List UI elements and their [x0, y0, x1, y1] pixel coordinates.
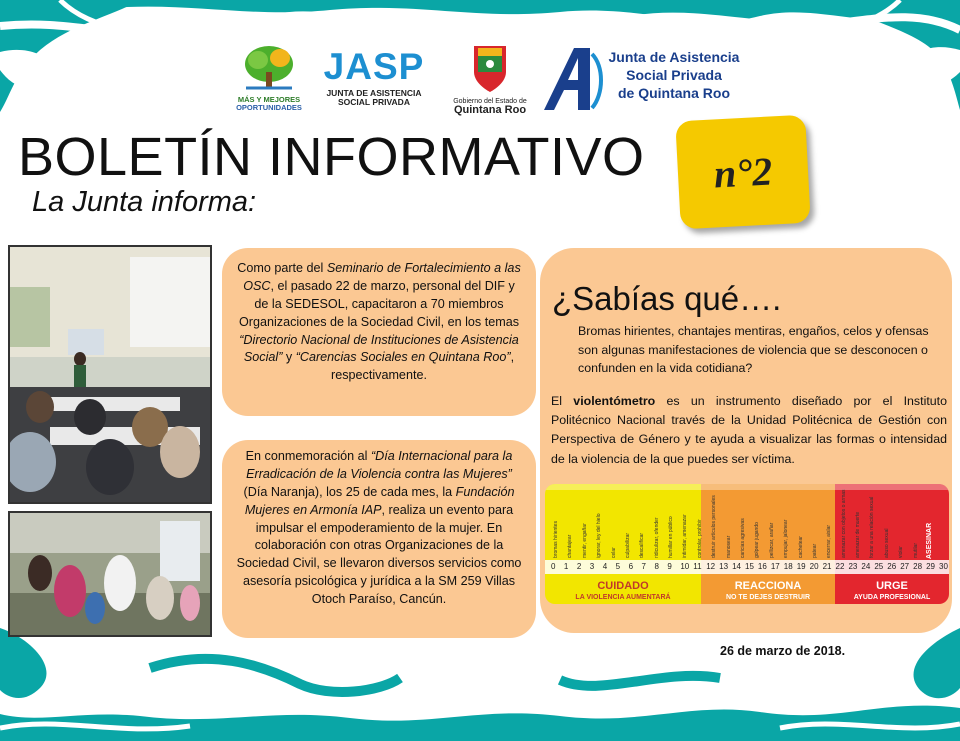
scale-number: 11: [693, 562, 702, 571]
violence-item: descalificar: [639, 532, 646, 558]
violence-item: destruir artículos personales: [711, 495, 718, 558]
dia-naranja-card: [222, 440, 536, 638]
naranja-text-3: (Día Naranja), los 25 de cada mes, la: [243, 484, 456, 499]
junta-line3: de Quintana Roo: [618, 85, 730, 101]
violentometro-chart: [545, 484, 949, 604]
gobierno-logo: [447, 42, 533, 117]
junta-line2: Social Privada: [626, 67, 722, 83]
jasp-line1: JUNTA DE ASISTENCIA: [326, 87, 422, 98]
section-sub-cuidado: LA VIOLENCIA AUMENTARÁ: [575, 594, 671, 601]
scale-number: 3: [589, 562, 595, 571]
violence-item: empujar, jalonear: [783, 519, 790, 558]
seminar-card: [222, 248, 536, 416]
scale-number: 25: [874, 562, 884, 571]
mas-mejores-logo: [228, 44, 310, 116]
violence-item: caricias agresivas: [740, 518, 746, 558]
event-image: [10, 513, 210, 635]
scale-number: 15: [745, 562, 754, 571]
violentometro-top-band: [545, 484, 949, 490]
seminar-text-6: “Carencias Sociales en Quintana Roo”: [295, 350, 511, 365]
scale-number: 4: [602, 562, 608, 571]
scale-number: 13: [719, 562, 729, 571]
violence-item: ASESINAR: [926, 522, 933, 559]
scale-number: 28: [913, 562, 923, 571]
scale-number: 6: [628, 562, 634, 571]
scale-number: 9: [667, 562, 672, 571]
violence-item: intimidar, amenazar: [682, 514, 689, 558]
violence-item: ridiculizar, ofender: [653, 517, 660, 558]
body-text-2: es un instrumento diseñado por el Instituto Politécnico Nacional través de la Unidad Politécnica de Gestión con Perspectiva de Género y te ayuda a visualizar las formas o intensidad de la violencia de la que puedes ser víctima.: [551, 394, 947, 466]
scale-number: 5: [615, 562, 621, 571]
sabias-que-body: [551, 392, 947, 469]
gobierno-line1: Gobierno del Estado de: [453, 98, 527, 105]
scale-number: 0: [551, 562, 556, 571]
violence-item: pellizcar, arañar: [768, 522, 775, 558]
scale-number: 1: [563, 562, 569, 571]
gobierno-line2: Quintana Roo: [453, 104, 527, 117]
scale-number: 29: [926, 562, 935, 571]
violentometro-term: violentómetro: [573, 394, 656, 408]
scale-number: 2: [576, 562, 582, 571]
seminar-text-1: Como parte del: [237, 261, 327, 275]
seminar-text-2: Seminario de Fortalecimiento a las OSC: [243, 261, 521, 293]
section-label-reacciona: REACCIONA: [734, 580, 802, 592]
seminar-text-5: y: [282, 350, 296, 365]
seminar-text-7: , respectivamente.: [331, 350, 515, 383]
scale-number: 17: [770, 562, 780, 571]
scale-number: 20: [809, 562, 819, 571]
violence-item: mentir, engañar: [581, 523, 588, 558]
violence-item: cachetear: [797, 536, 804, 558]
violence-item: ignorar, ley del hielo: [596, 513, 603, 558]
scale-number: 22: [835, 562, 845, 571]
naranja-text-2: “Día Internacional para la Erradicación de la Violencia contra las Mujeres”: [246, 449, 513, 481]
violence-item: controlar, prohibir: [696, 519, 703, 558]
mas-mejores-line1: MÁS Y MEJORES: [237, 95, 301, 104]
jasp-line2: SOCIAL PRIVADA: [338, 96, 410, 107]
section-label-urge: URGE: [876, 580, 908, 592]
junta-logo: [540, 46, 746, 116]
mas-mejores-line2: OPORTUNIDADES: [236, 102, 302, 112]
violence-item: humillar en público: [668, 516, 675, 558]
violence-item: forzar a una relación sexual: [869, 496, 876, 558]
violence-item: manosear: [725, 535, 732, 558]
issue-badge: [675, 115, 810, 230]
tree-icon: [228, 44, 310, 92]
section-sub-urge: AYUDA PROFESIONAL: [853, 594, 931, 601]
scale-number: 26: [887, 562, 897, 571]
scale-number: 14: [732, 562, 741, 571]
naranja-text-5: , realiza un evento para impulsar el empoderamiento de la mujer. En colaboración con otras Organizaciones de la Sociedad Civil, se llevaron diversos servicios como asesoría psicológica y jurídica a la SM 259 Villas Otoch Paraíso, Cancún.: [236, 502, 522, 606]
violence-item: mutilar: [912, 542, 919, 558]
scale-number: 10: [680, 562, 690, 571]
body-text-1: El: [551, 394, 574, 408]
violence-item: golpear jugando: [754, 522, 761, 558]
section-sub-reacciona: NO TE DEJES DESTRUIR: [725, 594, 810, 601]
naranja-text-1: En conmemoración al: [245, 449, 371, 463]
seminar-text-4: “Directorio Nacional de Instituciones de Asistencia Social”: [239, 332, 519, 365]
violence-item: encerrar, aislar: [826, 524, 833, 558]
scale-number: 27: [900, 562, 910, 571]
page-title: BOLETÍN INFORMATIVO: [18, 127, 645, 187]
scale-number: 24: [861, 562, 871, 571]
naranja-text-4: Fundación Mujeres en Armonía IAP: [244, 484, 515, 517]
classroom-image: [10, 247, 210, 502]
event-photo: [8, 511, 212, 637]
scale-number: 7: [641, 562, 646, 571]
jasp-logo: [318, 48, 430, 107]
violence-item: patear: [811, 543, 818, 558]
classroom-photo: [8, 245, 212, 504]
violence-item: culpabilizar: [624, 532, 631, 558]
scale-number: 21: [822, 562, 832, 571]
scale-number: 16: [757, 562, 767, 571]
scale-number: 30: [939, 562, 948, 571]
sabias-que-title: ¿Sabías qué….: [552, 280, 782, 317]
junta-a-icon: [540, 46, 606, 112]
state-shield-icon: [447, 42, 533, 94]
scale-number: 8: [654, 562, 659, 571]
publication-date: 26 de marzo de 2018.: [720, 644, 846, 658]
scale-number: 23: [848, 562, 858, 571]
violence-item: chantajear: [567, 534, 574, 558]
violence-item: celar: [610, 547, 617, 558]
scale-number: 18: [783, 562, 793, 571]
violence-item: abuso sexual: [883, 528, 890, 558]
violence-item: amenazar con objetos o armas: [840, 489, 847, 558]
section-label-cuidado: CUIDADO: [597, 580, 649, 592]
junta-line1: Junta de Asistencia: [608, 49, 740, 65]
violence-item: violar: [898, 546, 905, 558]
jasp-acronym: JASP: [323, 46, 425, 87]
sabias-que-intro: Bromas hirientes, chantajes mentiras, engaños, celos y ofensas son algunas manifestaciones de violencia que se desconocen o confunden en la vida cotidiana?: [578, 324, 929, 376]
seminar-text-3: , el pasado 22 de marzo, personal del DIF y de la SEDESOL, capacitaron a 70 miembros Organizaciones de la Sociedad Civil, en los temas: [238, 278, 519, 329]
page-subtitle: La Junta informa:: [32, 186, 257, 218]
issue-number: n°2: [712, 148, 774, 196]
scale-number: 19: [796, 562, 806, 571]
violence-item: bromas hirientes: [553, 521, 559, 558]
violence-item: amenazar de muerte: [855, 511, 862, 558]
scale-number: 12: [706, 562, 716, 571]
